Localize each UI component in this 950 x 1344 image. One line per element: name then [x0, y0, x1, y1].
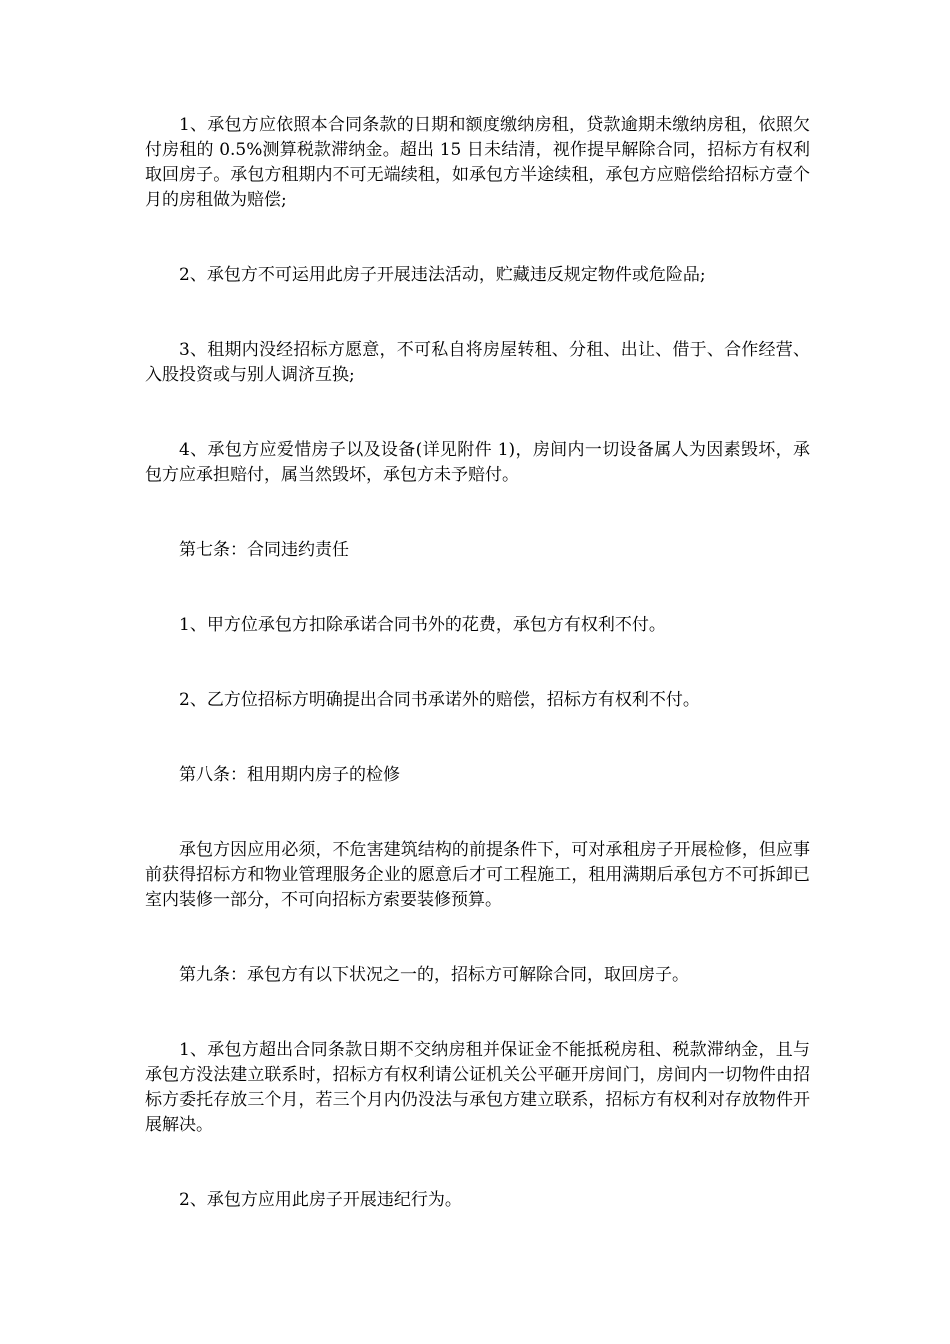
paragraph-no-sublet: 3、租期内没经招标方愿意，不可私自将房屋转租、分租、出让、借于、合作经营、入股投资或与别人调济互换;	[145, 340, 810, 385]
paragraph-article-9-item-1: 1、承包方超出合同条款日期不交纳房租并保证金不能抵税房租、税款滞纳金，且与承包方没法建立联系时，招标方有权利请公证机关公平砸开房间门，房间内一切物件由招标方委托存放三个月，若三个月内仍没法与承包方建立联系，招标方有权利对存放物件开展解决。	[145, 1040, 810, 1135]
heading-article-7: 第七条：合同违约责任	[179, 540, 349, 560]
paragraph-repairs: 承包方因应用必须，不危害建筑结构的前提条件下，可对承租房子开展检修，但应事前获得招标方和物业管理服务企业的愿意后才可工程施工，租用满期后承包方不可拆卸已室内装修一部分，不可向招标方索要装修预算。	[145, 840, 810, 910]
paragraph-no-illegal-use: 2、承包方不可运用此房子开展违法活动，贮藏违反规定物件或危险品;	[179, 265, 706, 285]
paragraph-rent-payment: 1、承包方应依照本合同条款的日期和额度缴纳房租，贷款逾期未缴纳房租，依照欠付房租的 0.5%测算税款滞纳金。超出 15 日未结清，视作提早解除合同，招标方有权利取回房子。承包方租期内不可无端续租，如承包方半途续租，承包方应赔偿给招标方壹个月的房租做为赔偿;	[145, 115, 810, 210]
heading-article-8: 第八条：租用期内房子的检修	[179, 765, 400, 785]
heading-article-9: 第九条：承包方有以下状况之一的，招标方可解除合同，取回房子。	[179, 965, 689, 985]
paragraph-article-9-item-2: 2、承包方应用此房子开展违纪行为。	[179, 1190, 462, 1210]
paragraph-article-7-item-1: 1、甲方位承包方扣除承诺合同书外的花费，承包方有权利不付。	[179, 615, 666, 635]
paragraph-care-of-property: 4、承包方应爱惜房子以及设备(详见附件 1)，房间内一切设备属人为因素毁坏，承包方应承担赔付，属当然毁坏，承包方未予赔付。	[145, 440, 810, 485]
paragraph-article-7-item-2: 2、乙方位招标方明确提出合同书承诺外的赔偿，招标方有权利不付。	[179, 690, 700, 710]
